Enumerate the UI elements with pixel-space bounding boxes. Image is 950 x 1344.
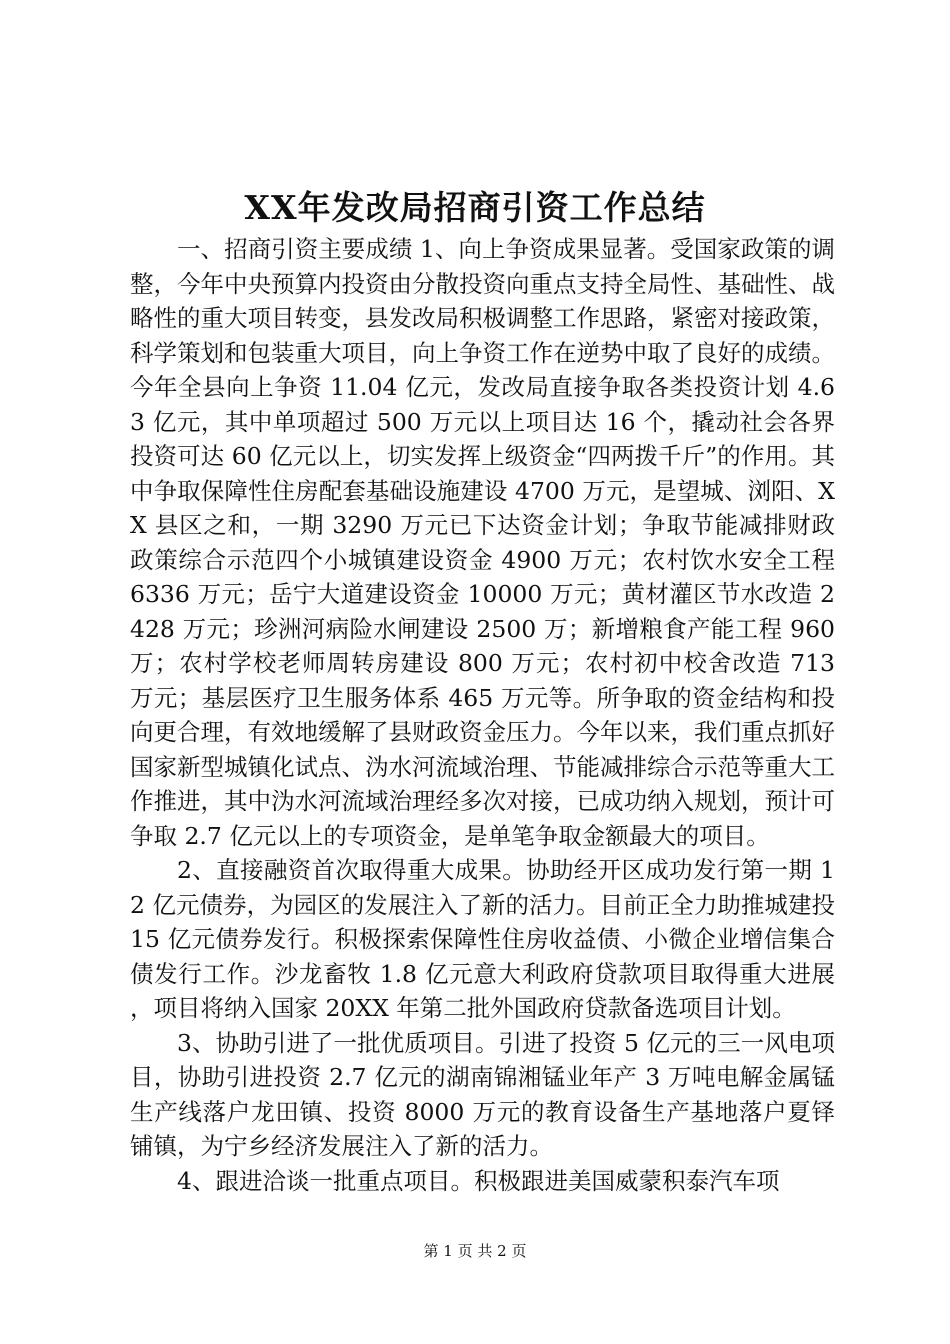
paragraph-2: 2、直接融资首次取得重大成果。协助经开区成功发行第一期 12 亿元债券，为园区的发展注入了新的活力。目前正全力助推城建投 15 亿元债券发行。积极探索保障性住房收益债、小微企业增信集合债发行工作。沙龙畜牧 1.8 亿元意大利政府贷款项目取得重大进展，项目将纳入国家 20XX 年第二批外国政府贷款备选项目计划。 bbox=[130, 856, 835, 1022]
page-number: 第 1 页 共 2 页 bbox=[423, 1242, 527, 1260]
paragraph-1: 一、招商引资主要成绩 1、向上争资成果显著。受国家政策的调整，今年中央预算内投资由分散投资向重点支持全局性、基础性、战略性的重大项目转变，县发改局积极调整工作思路，紧密对接政策，科学策划和包装重大项目，向上争资工作在逆势中取了良好的成绩。今年全县向上争资 11.04 亿元，发改局直接争取各类投资计划 4.63 亿元，其中单项超过 500 万元以上项目达 16 个，撬动社会各界投资可达 60 亿元以上，切实发挥上级资金“四两拨千斤”的作用。其中争取保障性住房配套基础设施建设 4700 万元，是望城、浏阳、XX 县区之和，一期 3290 万元已下达资金计划；争取节能减排财政政策综合示范四个小城镇建设资金 4900 万元；农村饮水安全工程 6336 万元；岳宁大道建设资金 10000 万元；黄材灌区节水改造 2428 万元；珍洲河病险水闸建设 2500 万；新增粮食产能工程 960 万；农村学校老师周转房建设 800 万元；农村初中校舍改造 713 万元；基层医疗卫生服务体系 465 万元等。所争取的资金结构和投向更合理，有效地缓解了县财政资金压力。今年以来，我们重点抓好国家新型城镇化试点、沩水河流域治理、节能减排综合示范等重大工作推进，其中沩水河流域治理经多次对接，已成功纳入规划，预计可争取 2.7 亿元以上的专项资金，是单笔争取金额最大的项目。 bbox=[130, 235, 835, 850]
paragraph-4: 4、跟进洽谈一批重点项目。积极跟进美国威蒙积泰汽车项 bbox=[177, 1166, 780, 1195]
document-body bbox=[130, 232, 835, 1198]
document-title: XX年发改局招商引资工作总结 bbox=[244, 188, 706, 227]
paragraph-3: 3、协助引进了一批优质项目。引进了投资 5 亿元的三一风电项目，协助引进投资 2.7 亿元的湖南锦湘锰业年产 3 万吨电解金属锰生产线落户龙田镇、投资 8000 万元的教育设备生产基地落户夏铎铺镇，为宁乡经济发展注入了新的活力。 bbox=[130, 1028, 835, 1160]
